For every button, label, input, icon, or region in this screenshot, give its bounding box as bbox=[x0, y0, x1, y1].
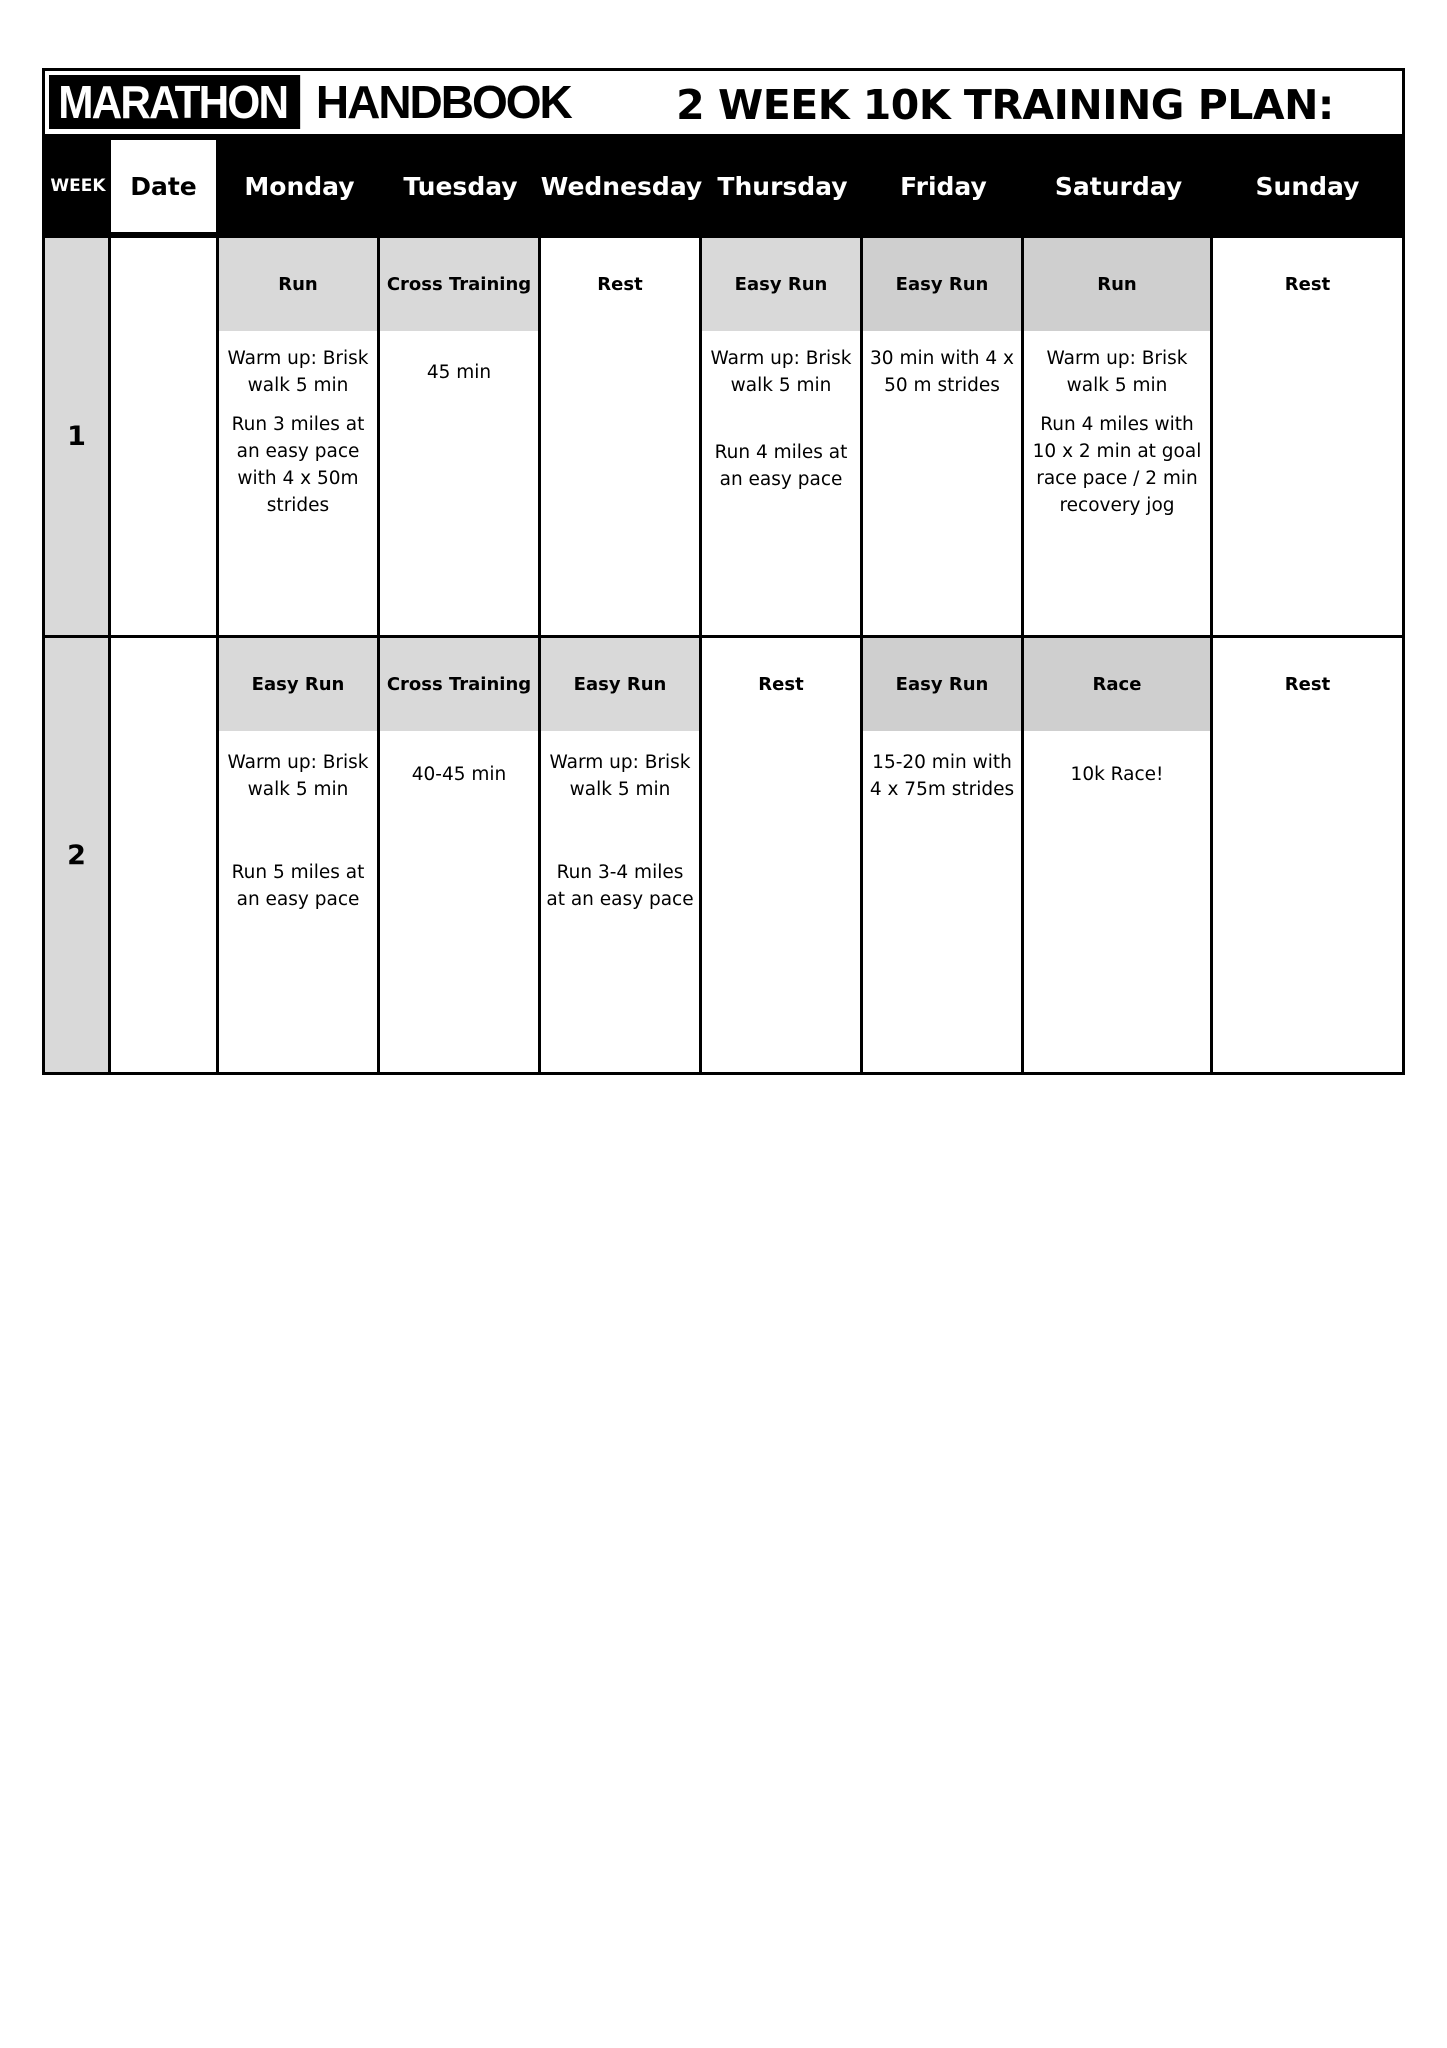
activity-details bbox=[863, 749, 1021, 803]
table-header-row bbox=[45, 137, 1402, 235]
activity-label: Easy Run bbox=[863, 238, 1021, 331]
activity-details bbox=[219, 345, 377, 519]
detail-text: Warm up: Brisk walk 5 min bbox=[227, 348, 369, 396]
day-header-friday: Friday bbox=[900, 171, 987, 201]
activity-label: Rest bbox=[597, 274, 643, 295]
week-date-cell bbox=[111, 638, 219, 1072]
day-cell-saturday bbox=[1024, 238, 1213, 635]
day-cell-wednesday bbox=[541, 238, 702, 635]
activity-label: Race bbox=[1024, 638, 1210, 731]
detail-text: 30 min with 4 x 50 m strides bbox=[870, 348, 1014, 396]
activity-details bbox=[1024, 345, 1210, 519]
title-bar bbox=[45, 71, 1402, 137]
activity-label: Run bbox=[219, 238, 377, 331]
detail-text: Run 4 miles with 10 x 2 min at goal race pace / 2 min recovery jog bbox=[1032, 414, 1202, 516]
day-cell-sunday bbox=[1213, 238, 1402, 635]
detail-text: Run 4 miles at an easy pace bbox=[714, 442, 848, 490]
activity-details bbox=[541, 749, 699, 913]
detail-text: Run 3-4 miles at an easy pace bbox=[546, 862, 694, 910]
day-cell-sunday bbox=[1213, 638, 1402, 1072]
activity-label: Rest bbox=[758, 674, 804, 695]
activity-details bbox=[380, 359, 538, 386]
day-cell-friday bbox=[863, 638, 1024, 1072]
day-cell-tuesday bbox=[380, 638, 541, 1072]
day-header-thursday: Thursday bbox=[717, 171, 848, 201]
day-header-sunday: Sunday bbox=[1255, 171, 1360, 201]
detail-text: Warm up: Brisk walk 5 min bbox=[710, 348, 852, 396]
week-number: 1 bbox=[45, 238, 111, 635]
marathon-handbook-logo bbox=[49, 75, 571, 129]
detail-text: 45 min bbox=[426, 362, 492, 383]
date-column-header: Date bbox=[111, 140, 216, 232]
day-cell-thursday bbox=[702, 238, 863, 635]
activity-label: Rest bbox=[1284, 274, 1331, 295]
detail-text: Warm up: Brisk walk 5 min bbox=[1046, 348, 1188, 396]
activity-details bbox=[380, 761, 538, 788]
week-row-2 bbox=[45, 635, 1402, 1072]
activity-details bbox=[702, 345, 860, 493]
page-title: 2 WEEK 10K TRAINING PLAN: bbox=[676, 81, 1334, 129]
activity-label: Easy Run bbox=[702, 238, 860, 331]
activity-label: Easy Run bbox=[219, 638, 377, 731]
detail-text: Warm up: Brisk walk 5 min bbox=[227, 752, 369, 800]
training-plan-sheet bbox=[42, 68, 1405, 1075]
day-header-tuesday: Tuesday bbox=[403, 171, 518, 201]
logo-boxed-text: MARATHON bbox=[49, 75, 300, 129]
activity-details bbox=[1024, 761, 1210, 788]
activity-label: Easy Run bbox=[541, 638, 699, 731]
day-cell-friday bbox=[863, 238, 1024, 635]
day-cell-monday bbox=[219, 238, 380, 635]
activity-label: Run bbox=[1024, 238, 1210, 331]
day-cell-saturday bbox=[1024, 638, 1213, 1072]
day-cell-monday bbox=[219, 638, 380, 1072]
week-row-1 bbox=[45, 235, 1402, 635]
detail-text: 10k Race! bbox=[1070, 764, 1164, 785]
day-cell-tuesday bbox=[380, 238, 541, 635]
logo-plain-text: HANDBOOK bbox=[315, 76, 571, 128]
week-number: 2 bbox=[45, 638, 111, 1072]
activity-details bbox=[863, 345, 1021, 399]
detail-text: Run 5 miles at an easy pace bbox=[231, 862, 365, 910]
activity-details bbox=[219, 749, 377, 913]
day-header-saturday: Saturday bbox=[1054, 171, 1183, 201]
activity-label: Rest bbox=[1284, 674, 1331, 695]
week-column-header: WEEK bbox=[50, 176, 106, 196]
activity-label: Cross Training bbox=[380, 638, 538, 731]
detail-text: 15-20 min with 4 x 75m strides bbox=[869, 752, 1015, 800]
day-header-wednesday: Wednesday bbox=[540, 171, 703, 201]
detail-text: Warm up: Brisk walk 5 min bbox=[549, 752, 691, 800]
day-cell-thursday bbox=[702, 638, 863, 1072]
day-header-monday: Monday bbox=[244, 171, 355, 201]
detail-text: 40-45 min bbox=[411, 764, 507, 785]
activity-label: Easy Run bbox=[863, 638, 1021, 731]
activity-label: Cross Training bbox=[380, 238, 538, 331]
week-date-cell bbox=[111, 238, 219, 635]
detail-text: Run 3 miles at an easy pace with 4 x 50m strides bbox=[231, 414, 365, 516]
day-cell-wednesday bbox=[541, 638, 702, 1072]
